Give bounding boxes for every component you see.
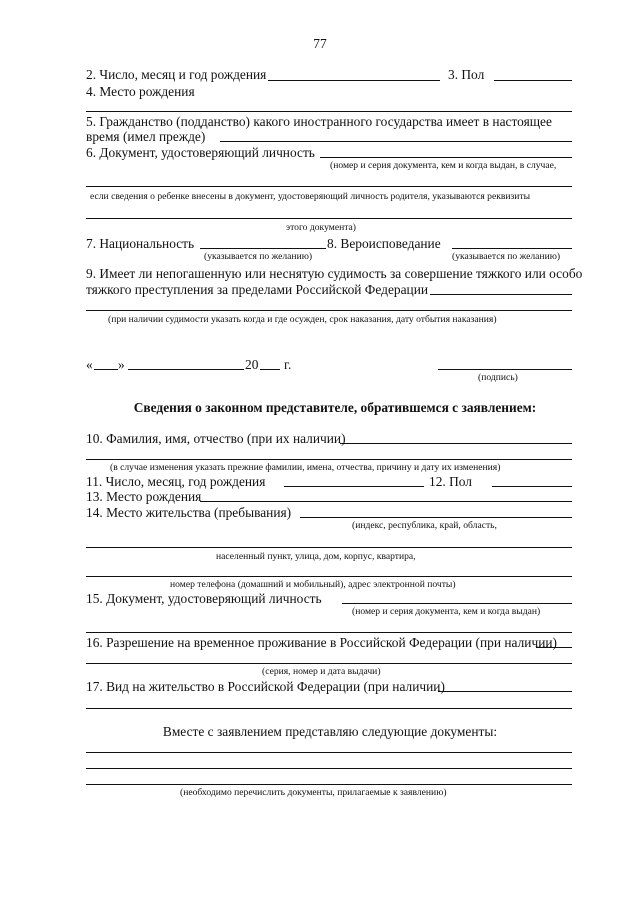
signature-line[interactable]: [438, 369, 572, 370]
rep-sex-line[interactable]: [492, 486, 572, 487]
field-rep-sex-label: 12. Пол: [429, 474, 472, 489]
page-number: 77: [313, 36, 327, 51]
representative-heading: Сведения о законном представителе, обратившемся с заявлением:: [133, 400, 537, 415]
religion-line[interactable]: [452, 248, 572, 249]
documents-line-3[interactable]: [86, 784, 572, 785]
conviction-line[interactable]: [430, 294, 572, 295]
rep-residence-note-3: номер телефона (домашний и мобильный), адрес электронной почты): [170, 579, 456, 590]
rep-temp-permit-note: (серия, номер и дата выдачи): [262, 666, 381, 677]
field-conviction-label-cont: тяжкого преступления за пределами Российской Федерации: [86, 282, 429, 297]
rep-temp-permit-line[interactable]: [536, 647, 572, 648]
field-citizenship-label: 5. Гражданство (подданство) какого иностранного государства имеет в настоящее: [86, 114, 552, 129]
rep-residence-note-2: населенный пункт, улица, дом, корпус, квартира,: [216, 551, 416, 562]
id-document-line-2[interactable]: [86, 186, 572, 187]
field-birth-date-label: 2. Число, месяц и год рождения: [86, 67, 267, 82]
date-month-line[interactable]: [128, 369, 244, 370]
date-year-suffix: г.: [284, 357, 292, 372]
id-document-line-3[interactable]: [86, 218, 572, 219]
rep-id-document-note: (номер и серия документа, кем и когда выдан): [352, 606, 541, 617]
field-rep-residence-permit-label: 17. Вид на жительство в Российской Федерации (при наличии): [86, 679, 445, 694]
documents-line-1[interactable]: [86, 752, 572, 753]
rep-temp-permit-line-2[interactable]: [86, 663, 572, 664]
rep-id-document-line-2[interactable]: [86, 632, 572, 633]
documents-line-2[interactable]: [86, 768, 572, 769]
field-rep-residence-label: 14. Место жительства (пребывания): [86, 505, 292, 520]
field-conviction-label: 9. Имеет ли непогашенную или неснятую судимость за совершение тяжкого или особо: [86, 266, 583, 281]
citizenship-line[interactable]: [220, 141, 572, 142]
id-document-note-3: этого документа): [286, 222, 356, 233]
rep-id-document-line[interactable]: [342, 603, 572, 604]
field-birthplace-label: 4. Место рождения: [86, 84, 195, 99]
field-nationality-label: 7. Национальность: [86, 236, 195, 251]
id-document-note-1: (номер и серия документа, кем и когда выдан, в случае,: [330, 160, 557, 171]
field-rep-id-document-label: 15. Документ, удостоверяющий личность: [86, 591, 322, 606]
sex-line[interactable]: [494, 80, 572, 81]
id-document-line[interactable]: [320, 157, 572, 158]
documents-note: (необходимо перечислить документы, прилагаемые к заявлению): [180, 787, 447, 798]
date-day-line[interactable]: [94, 369, 118, 370]
rep-fullname-line[interactable]: [340, 443, 572, 444]
nationality-note: (указывается по желанию): [204, 251, 313, 262]
nationality-line[interactable]: [200, 248, 326, 249]
birth-date-line[interactable]: [268, 80, 440, 81]
field-religion-label: 8. Вероисповедание: [327, 236, 441, 251]
date-year-line[interactable]: [260, 369, 280, 370]
date-quote-close: »: [118, 357, 125, 372]
field-citizenship-label-cont: время (имел прежде): [86, 129, 206, 144]
rep-residence-line[interactable]: [300, 517, 572, 518]
conviction-note: (при наличии судимости указать когда и где осужден, срок наказания, дату отбытия наказания): [108, 314, 497, 325]
rep-birth-date-line[interactable]: [284, 486, 424, 487]
rep-fullname-line-2[interactable]: [86, 459, 572, 460]
field-rep-birth-date-label: 11. Число, месяц, год рождения: [86, 474, 266, 489]
rep-residence-line-3[interactable]: [86, 576, 572, 577]
birthplace-line[interactable]: [86, 111, 572, 112]
date-year-prefix: 20: [245, 357, 259, 372]
date-quote-open: «: [86, 357, 93, 372]
rep-birthplace-line[interactable]: [200, 501, 572, 502]
conviction-line-2[interactable]: [86, 310, 572, 311]
id-document-note-2: если сведения о ребенке внесены в документ, удостоверяющий личность родителя, указываются реквизиты: [90, 191, 531, 202]
field-rep-birthplace-label: 13. Место рождения: [86, 489, 202, 504]
rep-residence-permit-line[interactable]: [438, 691, 572, 692]
field-rep-fullname-label: 10. Фамилия, имя, отчество (при их наличии): [86, 431, 346, 446]
rep-fullname-note: (в случае изменения указать прежние фамилии, имена, отчества, причину и дату их изменения): [110, 462, 501, 473]
rep-residence-note-1: (индекс, республика, край, область,: [352, 520, 497, 531]
signature-note: (подпись): [478, 372, 518, 383]
field-id-document-label: 6. Документ, удостоверяющий личность: [86, 145, 315, 160]
rep-residence-line-2[interactable]: [86, 547, 572, 548]
field-sex-label: 3. Пол: [448, 67, 485, 82]
field-rep-temp-permit-label: 16. Разрешение на временное проживание в Российской Федерации (при наличии): [86, 635, 557, 650]
documents-heading: Вместе с заявлением представляю следующие документы:: [162, 724, 498, 739]
rep-residence-permit-line-2[interactable]: [86, 708, 572, 709]
religion-note: (указывается по желанию): [452, 251, 561, 262]
